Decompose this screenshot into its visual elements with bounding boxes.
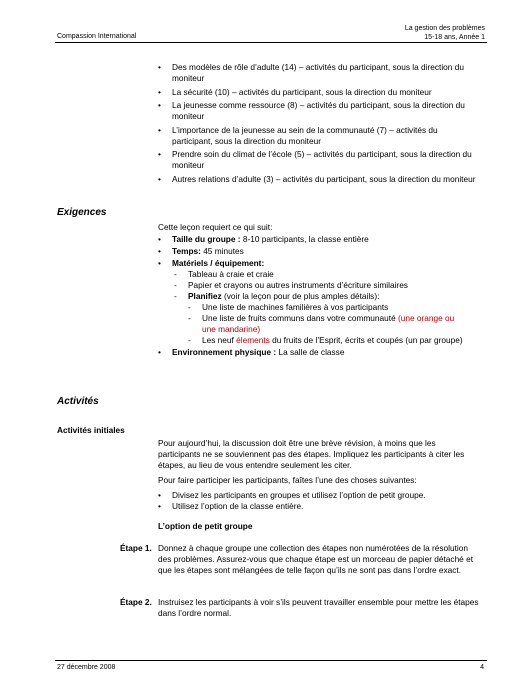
options-list [158, 490, 480, 512]
dash-icon: - [188, 313, 191, 323]
header-title-line1: La gestion des problèmes [404, 25, 485, 32]
small-group-option-heading: L’option de petit groupe [158, 521, 253, 531]
bullet-icon: • [158, 347, 161, 357]
exigences-heading: Exigences [57, 207, 107, 218]
list-item: - Planifiez (voir la leçon pour de plus amples détails): [174, 291, 380, 301]
bullet-icon: • [158, 86, 161, 97]
activites-initiales-heading: Activités initiales [57, 425, 125, 435]
step-2 [120, 597, 480, 619]
bullet-icon: • [158, 173, 161, 184]
highlighted-text: (une orange ou [398, 313, 455, 323]
list-item: • Des modèles de rôle d’adulte (14) – activités du participant, sous la direction du moniteur [158, 62, 464, 83]
dash-icon: - [174, 269, 177, 279]
list-item: • L’importance de la jeunesse au sein de la communauté (7) – activités du participant, sous la direction du moniteur [158, 124, 438, 146]
list-item-continuation [158, 324, 478, 335]
bullet-icon: • [158, 124, 161, 135]
highlighted-text: une mandarine) [202, 324, 261, 334]
step-label: Étape 2. [120, 597, 152, 607]
list-item: - Les neuf élements du fruits de l’Esprit, écrits et coupés (un par groupe) [188, 335, 463, 345]
list-item: • Environnement physique : La salle de classe [158, 347, 345, 357]
dash-icon: - [188, 302, 191, 312]
bullet-icon: • [158, 234, 161, 244]
list-item: • Autres relations d’adulte (3) – activités du participant, sous la direction du moniteur [158, 173, 476, 184]
step-text: Donnez à chaque groupe une collection des étapes non numérotées de la résolution des problèmes. Assurez-vous que chaque étape est un morceau de papier détaché et que les étapes sont mélangées de telle façon qu’ils ne sont pas dans l’ordre exact. [158, 543, 474, 575]
list-item: - Tableau à craie et craie [174, 269, 274, 279]
list-item: • La jeunesse comme ressource (8) – activités du participant, sous la direction du moniteur [158, 100, 465, 121]
dash-icon: - [174, 280, 177, 290]
bullet-icon: • [158, 490, 161, 500]
bullet-icon: • [158, 62, 161, 72]
dash-icon: - [188, 335, 191, 345]
paragraph: Pour faire participer les participants, faîtes l’une des choses suivantes: [158, 475, 417, 485]
list-item: - Une liste de machines familières à vos participants [188, 302, 389, 312]
header-rule [55, 42, 487, 43]
header-organization: Compassion International [57, 33, 137, 40]
bullet-icon: • [158, 501, 161, 511]
activities-content [158, 438, 480, 537]
footer-rule [55, 660, 487, 661]
paragraph: Pour aujourd’hui, la discussion doit être une brève révision, à moins que les participants ne se souviennent pas des étapes. Impliquez les participants à citer les étapes, au lieu de vous entendre seulement les citer. [158, 438, 465, 470]
dash-icon: - [174, 291, 177, 301]
page-number: 4 [480, 664, 484, 671]
footer-date: 27 décembre 2008 [57, 664, 116, 671]
list-item: • Prendre soin du climat de l’école (5) – activités du participant, sous la direction du moniteur [158, 149, 472, 170]
header-title-line2: 15-18 ans, Année 1 [424, 34, 485, 41]
list-item: - Papier et crayons ou autres instruments d’écriture similaires [174, 280, 408, 290]
list-item: • Matériels / équipement: [158, 258, 265, 268]
step-text: Instruisez les participants à voir s’ils peuvent travailler ensemble pour mettre les étapes dans l’ordre normal. [158, 597, 479, 618]
step-1 [120, 543, 480, 576]
list-item: • Utilisez l’option de la classe entière. [158, 501, 304, 511]
list-item: • Taille du groupe : 8-10 participants, la classe entière [158, 234, 369, 244]
list-item: • Temps: 45 minutes [158, 246, 244, 256]
bullet-icon: • [158, 149, 161, 159]
bullet-icon: • [158, 246, 161, 256]
bullet-icon: • [158, 258, 161, 268]
list-item: • Divisez les participants en groupes et utilisez l’option de petit groupe. [158, 490, 426, 500]
activites-heading: Activités [57, 396, 99, 407]
header-title [405, 24, 485, 42]
list-item: - Une liste de fruits communs dans votre communauté (une orange ou [188, 313, 455, 323]
bullet-icon: • [158, 100, 161, 110]
requirements-block [158, 222, 478, 358]
development-assets-list [158, 62, 476, 187]
requirements-intro: Cette leçon requiert ce qui suit: [158, 222, 273, 232]
step-label: Étape 1. [120, 543, 152, 553]
highlighted-text: élements [236, 335, 270, 345]
list-item: • La sécurité (10) – activités du participant, sous la direction du moniteur [158, 86, 432, 97]
